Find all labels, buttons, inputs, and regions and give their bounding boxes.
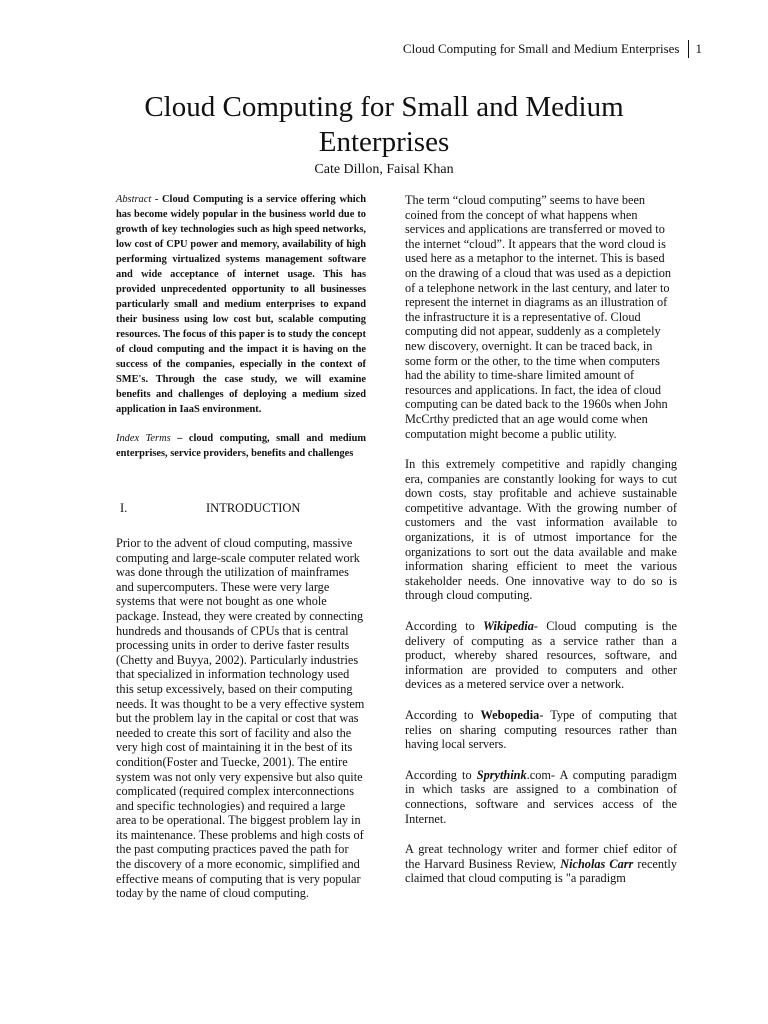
index-terms — [116, 431, 366, 461]
header-divider — [688, 40, 689, 58]
sprythink-source: Sprythink — [476, 767, 527, 782]
wikipedia-definition — [405, 619, 677, 692]
webopedia-text: - Type of computing that relies on sharing computing resources rather than having local servers. — [405, 708, 678, 752]
wikipedia-source: Wikipedia — [483, 619, 534, 634]
running-title: Cloud Computing for Small and Medium Enterprises — [402, 41, 680, 56]
index-terms-text: – cloud computing, small and medium enterprises, service providers, benefits and challenges — [116, 433, 366, 459]
carr-text: recently claimed that cloud computing is "a paradigm — [405, 856, 677, 886]
index-terms-label: Index Terms — [116, 433, 171, 444]
carr-prefix: A great technology writer and former chief editor of the Harvard Business Review, — [405, 842, 677, 871]
webopedia-definition — [405, 708, 677, 752]
carr-name: Nicholas Carr — [560, 856, 634, 871]
carr-paragraph — [405, 842, 677, 886]
left-column — [116, 192, 366, 901]
abstract-text: - Cloud Computing is a service offering which has become widely popular in the business world due to growth of key technologies such as high speed networks, low cost of CPU power and memory, availability of high performing virtualized systems management software and wide acceptance of internet usage. This has provided unprecedented opportunity to all businesses particularly small and medium enterprises to expand their business using low cost but, scalable computing resources. The focus of this paper is to study the concept of cloud computing and the impact it is having on the success of the companies, especially in the context of SME's. Through the case study, we will examine benefits and challenges of deploying a medium sized application in IaaS environment. — [116, 194, 366, 415]
wikipedia-prefix: According to — [405, 619, 484, 634]
intro-paragraph: Prior to the advent of cloud computing, massive computing and large-scale computer related work was done through the utilization of mainframes and supercomputers. These were very large systems that were not bought as one whole package. Instead, they were created by connecting hundreds and thousands of CPUs that is central processing units in order to derive faster results (Chetty and Buyya, 2002). Particularly industries that specialized in information technology used this setup excessively, based on their computing needs. It was thought to be a very effective system but the problem lay in the capital or cost that was needed to create this sort of facility and also the very high cost of maintaining it in the best of its condition(Foster and Tuecke, 2001). The entire system was not only very expensive but also quite complicated (required complex interconnections and specific technologies) and required a large area to be operational. The biggest problem lay in its maintenance. These problems and high costs of the past computing practices paved the path for the discovery of a more economic, simplified and effective means of computing that is very popular today by the name of cloud computing. — [116, 536, 365, 901]
paper-title — [0, 90, 768, 160]
abstract — [116, 192, 366, 417]
paper-authors: Cate Dillon, Faisal Khan — [314, 162, 454, 177]
section-title: INTRODUCTION — [206, 501, 301, 515]
sprythink-text: .com- A computing paradigm in which tasks are assigned to a combination of connections, software and services access of the Internet. — [405, 767, 677, 826]
right-column — [405, 193, 677, 902]
webopedia-source: Webopedia — [480, 708, 540, 722]
section-heading-introduction — [116, 501, 366, 516]
paper-title-line-2: Enterprises — [318, 126, 450, 158]
sprythink-definition — [405, 768, 677, 826]
cloud-term-paragraph: The term “cloud computing” seems to have been coined from the concept of what happens when services and applications are transferred or moved to the internet “cloud”. It appears that the word cloud is used here as a metaphor to the internet. This is based on the drawing of a cloud that was used as a depiction of a telephone network in the last century, and later to represent the internet in diagrams as an illustration of the infrastructure it is a representative of. Cloud computing did not appear, suddenly as a completely new discovery, overnight. It can be traced back, in some form or the other, to the time when computers had the ability to time-share limited amount of resources and applications. In fact, the idea of cloud computing can be dated back to the 1960s when John McCrthy predicted that an age would come when computation might become a public utility. — [405, 193, 672, 441]
wikipedia-text: - Cloud computing is the delivery of computing as a service rather than a product, whereby shared resources, software, and information are provided to computers and other devices as a metered service over a network. — [405, 619, 677, 692]
section-number: I. — [120, 501, 128, 515]
sprythink-prefix: According to — [405, 767, 477, 782]
page-number: 1 — [695, 41, 702, 56]
webopedia-prefix: According to — [405, 708, 481, 722]
abstract-label: Abstract — [116, 194, 152, 205]
competitive-era-paragraph: In this extremely competitive and rapidly changing era, companies are constantly looking for ways to cut down costs, stay profitable and achieve sustainable competitive advantage. With the growing number of customers and the vast information available to organizations, it is of utmost importance for the organizations to sort out the data available and make information sharing efficient to meet the various stakeholder needs. One innovative way to do so is through cloud computing. — [405, 457, 677, 603]
running-header — [403, 40, 702, 58]
paper-title-line-1: Cloud Computing for Small and Medium — [144, 91, 624, 123]
